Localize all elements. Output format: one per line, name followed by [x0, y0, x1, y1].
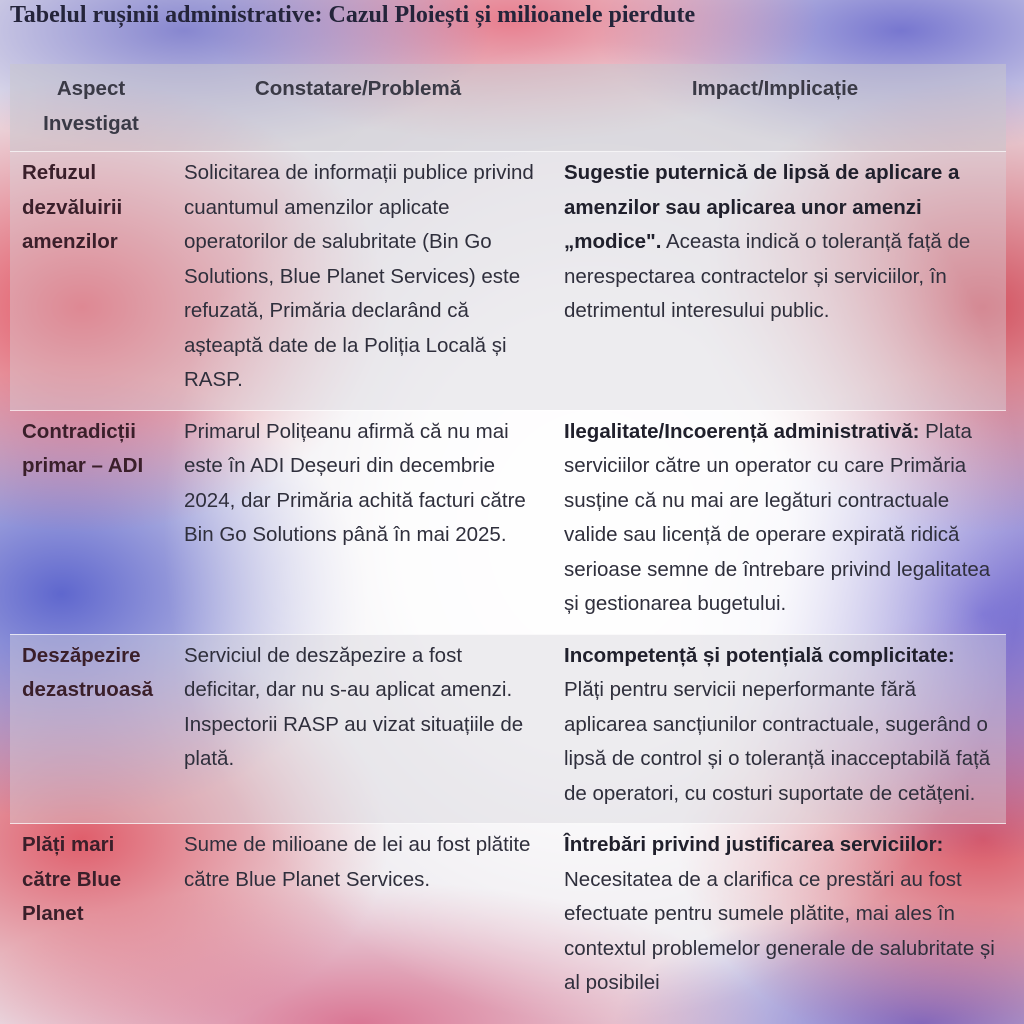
table-row: [10, 410, 1006, 634]
impact-text: Aceasta indică o toleranță față de nerespectarea contractelor și serviciilor, în detrimentul interesului public.: [564, 230, 971, 322]
impact-text: Plata serviciilor către un operator cu care Primăria susține că nu mai are legături contractuale valide sau licență de operare expirată ridică serioase semne de întrebare privind legalitatea și gestionarea bugetului.: [564, 419, 991, 615]
impact-heading: Incompetență și potențială complicitate:: [564, 643, 955, 667]
header-aspect: Aspect Investigat: [10, 64, 172, 152]
row-aspect: Contradicții primar – ADI: [10, 410, 172, 634]
row-finding: Sume de milioane de lei au fost plătite către Blue Planet Services.: [172, 824, 544, 1013]
row-finding: Serviciul de deszăpezire a fost deficitar, dar nu s-au aplicat amenzi. Inspectorii RASP au vizat situațiile de plată.: [172, 634, 544, 824]
header-impact: Impact/Implicație: [544, 64, 1006, 152]
table-body: [10, 152, 1006, 1013]
header-finding: Constatare/Problemă: [172, 64, 544, 152]
impact-text: Plăți pentru servicii neperformante fără aplicarea sancțiunilor contractuale, sugerând o lipsă de control și o toleranță inacceptabilă față de operatori, cu costuri suportate de cetățeni.: [564, 678, 991, 805]
header-row: [10, 64, 1006, 152]
row-aspect: Deszăpezire dezastruoasă: [10, 634, 172, 824]
table-row: [10, 152, 1006, 411]
report-table: [10, 64, 1006, 1013]
row-finding: Primarul Polițeanu afirmă că nu mai este în ADI Deșeuri din decembrie 2024, dar Primăria achită facturi către Bin Go Solutions până în mai 2025.: [172, 410, 544, 634]
row-impact: [544, 634, 1006, 824]
row-aspect: Refuzul dezvăluirii amenzilor: [10, 152, 172, 411]
page-title: Tabelul rușinii administrative: Cazul Ploiești și milioanele pierdute: [10, 2, 696, 28]
row-impact: [544, 410, 1006, 634]
table-row: [10, 634, 1006, 824]
impact-heading: Întrebări privind justificarea serviciilor:: [564, 833, 944, 856]
row-finding: Solicitarea de informații publice privind cuantumul amenzilor aplicate operatorilor de salubritate (Bin Go Solutions, Blue Planet Services) este refuzată, Primăria declarând că așteaptă date de la Poliția Locală și RASP.: [172, 152, 544, 411]
row-impact: [544, 152, 1006, 411]
table-header: [10, 64, 1006, 152]
impact-text: Necesitatea de a clarifica ce prestări au fost efectuate pentru sumele plătite, mai ales în contextul problemelor generale de salubritate și al posibilei: [564, 867, 995, 994]
row-aspect: Plăți mari către Blue Planet: [10, 824, 172, 1013]
table-row: [10, 824, 1006, 1013]
row-impact: [544, 824, 1006, 1013]
impact-heading: Sugestie puternică de lipsă de aplicare a amenzilor sau aplicarea unor amenzi „modice".: [564, 161, 960, 253]
impact-heading: Ilegalitate/Incoerență administrativă:: [564, 419, 920, 443]
